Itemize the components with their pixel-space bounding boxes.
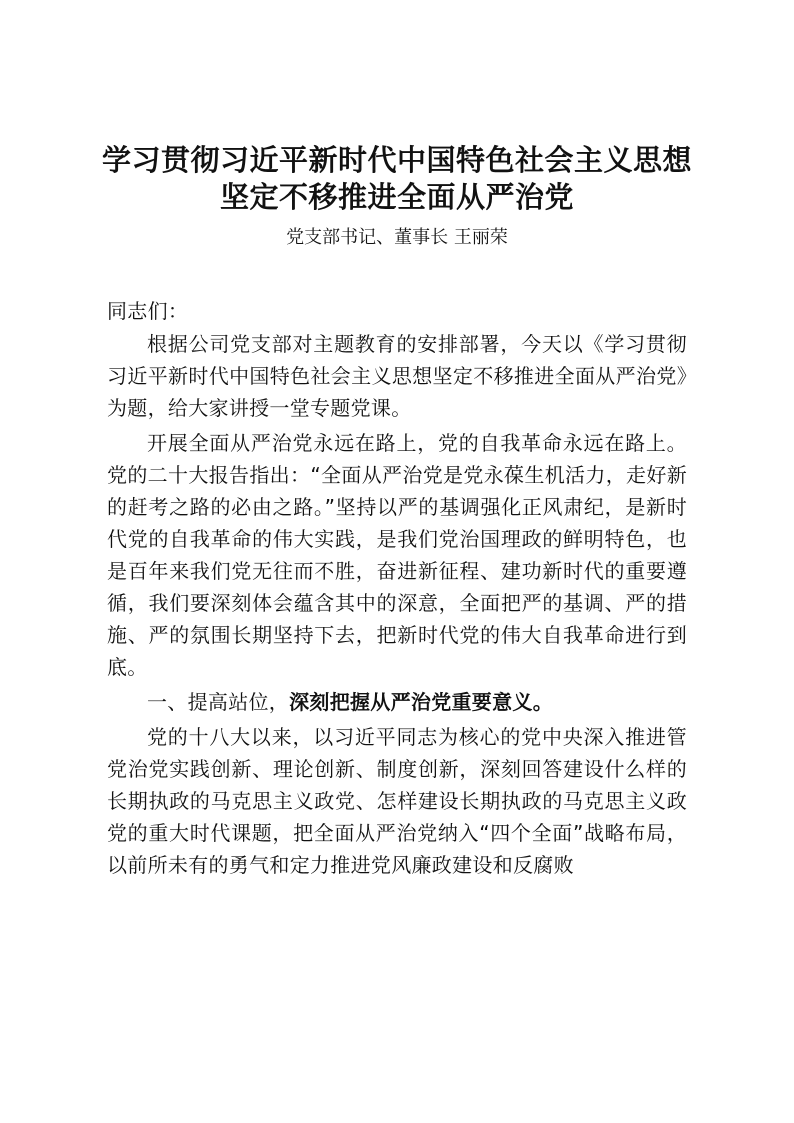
document-body: [107, 295, 687, 884]
document-title-line-2: 坚定不移推进全面从严治党: [219, 180, 574, 214]
salutation: 同志们：: [107, 299, 189, 323]
author-byline: 党支部书记、董事长 王丽荣: [286, 227, 508, 248]
paragraph-background: 开展全面从严治党永远在路上，党的自我革命永远在路上。党的二十大报告指出：“全面从严治党是党永葆生机活力，走好新的赶考之路的必由之路。”坚持以严的基调强化正风肃纪，是新时代党的自我革命的伟大实践，是我们党治国理政的鲜明特色，也是百年来我们党无往而不胜，奋进新征程、建功新时代的重要遵循，我们要深刻体会蕴含其中的深意，全面把严的基调、严的措施、严的氛围长期坚持下去，把新时代党的伟大自我革命进行到底。: [107, 431, 687, 679]
section-heading-emphasis: 深刻把握从严治党重要意义。: [289, 690, 554, 714]
document-title-line-1: 学习贯彻习近平新时代中国特色社会主义思想: [101, 143, 692, 177]
section-heading-prefix: 一、提高站位，: [147, 690, 290, 714]
paragraph-intro: 根据公司党支部对主题教育的安排部署，今天以《学习贯彻习近平新时代中国特色社会主义思想坚定不移推进全面从严治党》为题，给大家讲授一堂专题党课。: [107, 332, 687, 420]
paragraph-section-1: 党的十八大以来，以习近平同志为核心的党中央深入推进管党治党实践创新、理论创新、制度创新，深刻回答建设什么样的长期执政的马克思主义政党、怎样建设长期执政的马克思主义政党的重大时代课题，把全面从严治党纳入“四个全面”战略布局，以前所未有的勇气和定力推进党风廉政建设和反腐败: [107, 725, 687, 877]
section-heading-1: [107, 686, 687, 718]
